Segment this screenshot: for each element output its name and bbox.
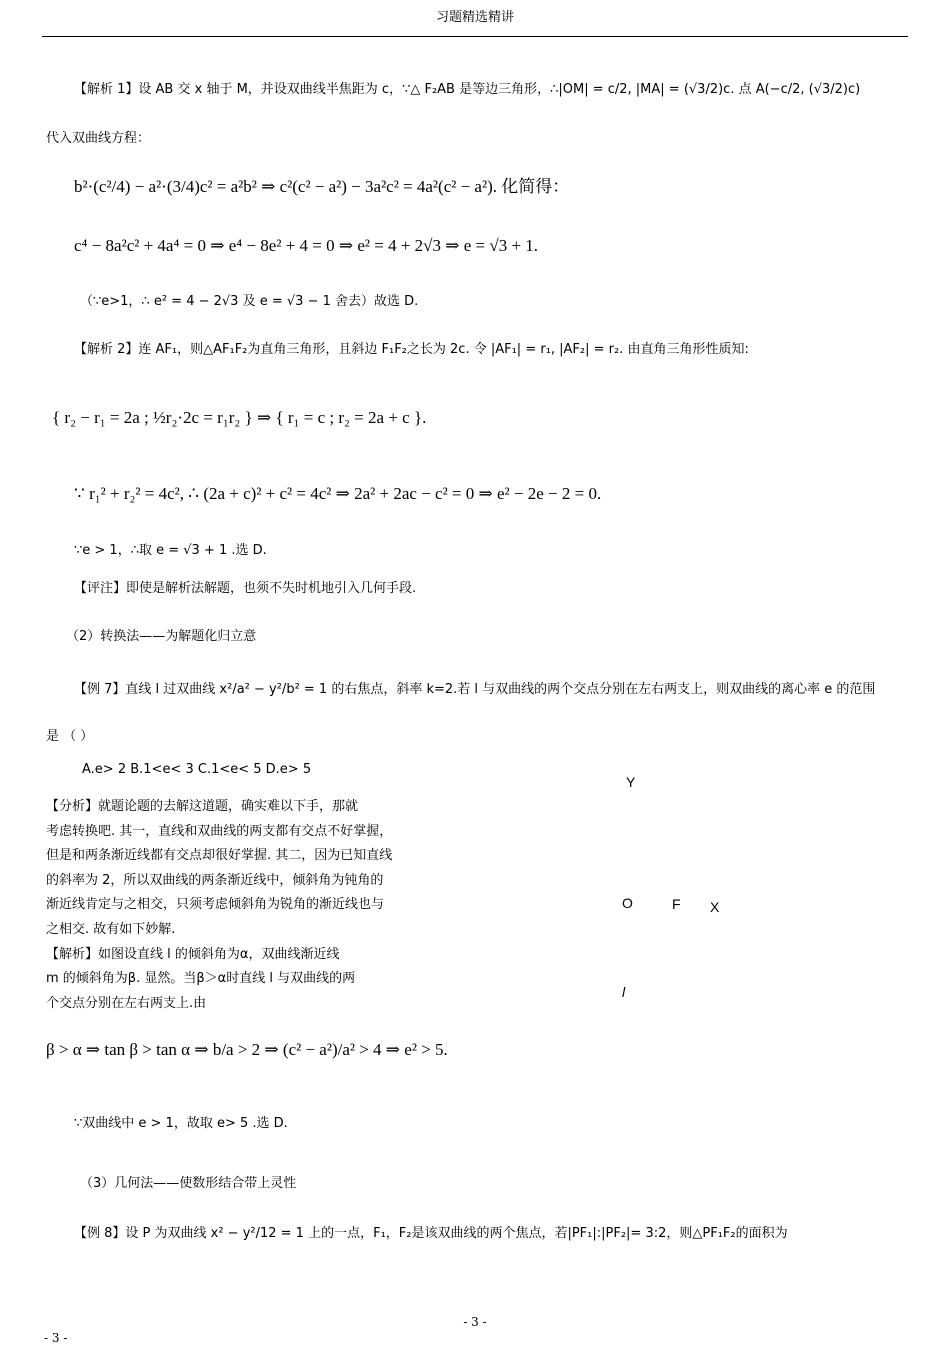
analysis-text-line: 【分析】就题论题的去解这道题，确实难以下手，那就 (46, 799, 359, 814)
equation-system: { r₂ − r₁ = 2a ; ½r₂·2c = r₁r₂ } ⇒ { r₁ = c ; r₂ = 2a + c }. (52, 408, 427, 427)
choose-d-line-2: ∵双曲线中 e > 1，故取 e> 5 .选 D. (74, 1116, 288, 1131)
figure-label-f: F (672, 896, 681, 912)
example-7-options: A.e> 2 B.1<e< 3 C.1<e< 5 D.e> 5 (82, 762, 312, 777)
figure-label-o: O (622, 895, 633, 911)
analysis-text-line: 渐近线肯定与之相交，只须考虑倾斜角为锐角的渐近线也与 (46, 897, 385, 913)
analysis-text-line: 但是和两条渐近线都有交点却很好掌握. 其二，因为已知直线 (46, 848, 393, 864)
figure-label-y: Y (626, 774, 636, 790)
discard-root-line: （∵e>1，∴ e² = 4 − 2√3 及 e = √3 − 1 舍去）故选 D. (80, 294, 419, 309)
analysis-text-line: 【解析】如图设直线 l 的倾斜角为α，双曲线渐近线 (46, 946, 340, 962)
section-heading-3: （3）几何法——使数形结合带上灵性 (80, 1176, 297, 1191)
page-number-center: - 3 - (463, 1315, 487, 1329)
example-7-question: 【例 7】直线 l 过双曲线 x²/a² − y²/b² = 1 的右焦点，斜率 k=2.若 l 与双曲线的两个交点分别在左右两支上，则双曲线的离心率 e 的范围 (74, 682, 876, 697)
analysis-text-line: 个交点分别在左右两支上.由 (46, 995, 207, 1011)
equation-substitute: b²·(c²/4) − a²·(3/4)c² = a²b² ⇒ c²(c² − a²) − 3a²c² = 4a²(c² − a²). 化简得： (74, 177, 570, 196)
analysis-text-line: 的斜率为 2，所以双曲线的两条渐近线中，倾斜角为钝角的 (46, 872, 384, 888)
analysis-text-line: 之相交. 故有如下妙解. (46, 921, 176, 937)
page-number-left: - 3 - (44, 1331, 68, 1345)
analysis-1-line: 【解析 1】设 AB 交 x 轴于 M，并设双曲线半焦距为 c，∵△ F₂AB 是等边三角形，∴|OM| = c/2, |MA| = (√3/2)c. 点 A(−c/2, (√3/2)c) (74, 82, 861, 97)
analysis-text-line: m 的倾斜角为β. 显然。当β＞α时直线 l 与双曲线的两 (46, 971, 356, 987)
section-heading-2: （2）转换法——为解题化归立意 (66, 629, 257, 644)
figure-label-x: X (710, 899, 720, 915)
figure-label-l: l (622, 984, 626, 1000)
inequality-chain: β > α ⇒ tan β > tan α ⇒ b/a > 2 ⇒ (c² − a²)/a² > 4 ⇒ e² > 5. (46, 1040, 448, 1059)
equation-quartic: c⁴ − 8a²c² + 4a⁴ = 0 ⇒ e⁴ − 8e² + 4 = 0 ⇒ e² = 4 + 2√3 ⇒ e = √3 + 1. (74, 236, 539, 255)
example-7-blank: 是 （ ） (46, 729, 94, 744)
analysis-text-line: 考虑转换吧. 其一，直线和双曲线的两支都有交点不好掌握， (46, 823, 393, 839)
choose-d-line: ∵e > 1，∴取 e = √3 + 1 .选 D. (74, 543, 267, 558)
page-header-title: 习题精选精讲 (435, 10, 514, 25)
substitute-line: 代入双曲线方程： (46, 131, 151, 146)
header-divider (42, 36, 908, 37)
analysis-2-line: 【解析 2】连 AF₁，则△AF₁F₂为直角三角形，且斜边 F₁F₂之长为 2c. 令 |AF₁| = r₁, |AF₂| = r₂. 由直角三角形性质知: (74, 342, 749, 357)
comment-line: 【评注】即使是解析法解题，也须不失时机地引入几何手段. (74, 581, 417, 596)
equation-pythagoras: ∵ r₁² + r₂² = 4c², ∴ (2a + c)² + c² = 4c² ⇒ 2a² + 2ac − c² = 0 ⇒ e² − 2e − 2 = 0. (74, 484, 602, 503)
analysis-paragraph (46, 795, 446, 1016)
example-8-question: 【例 8】设 P 为双曲线 x² − y²/12 = 1 上的一点，F₁，F₂是该双曲线的两个焦点，若|PF₁|:|PF₂|= 3:2，则△PF₁F₂的面积为 (74, 1226, 788, 1241)
